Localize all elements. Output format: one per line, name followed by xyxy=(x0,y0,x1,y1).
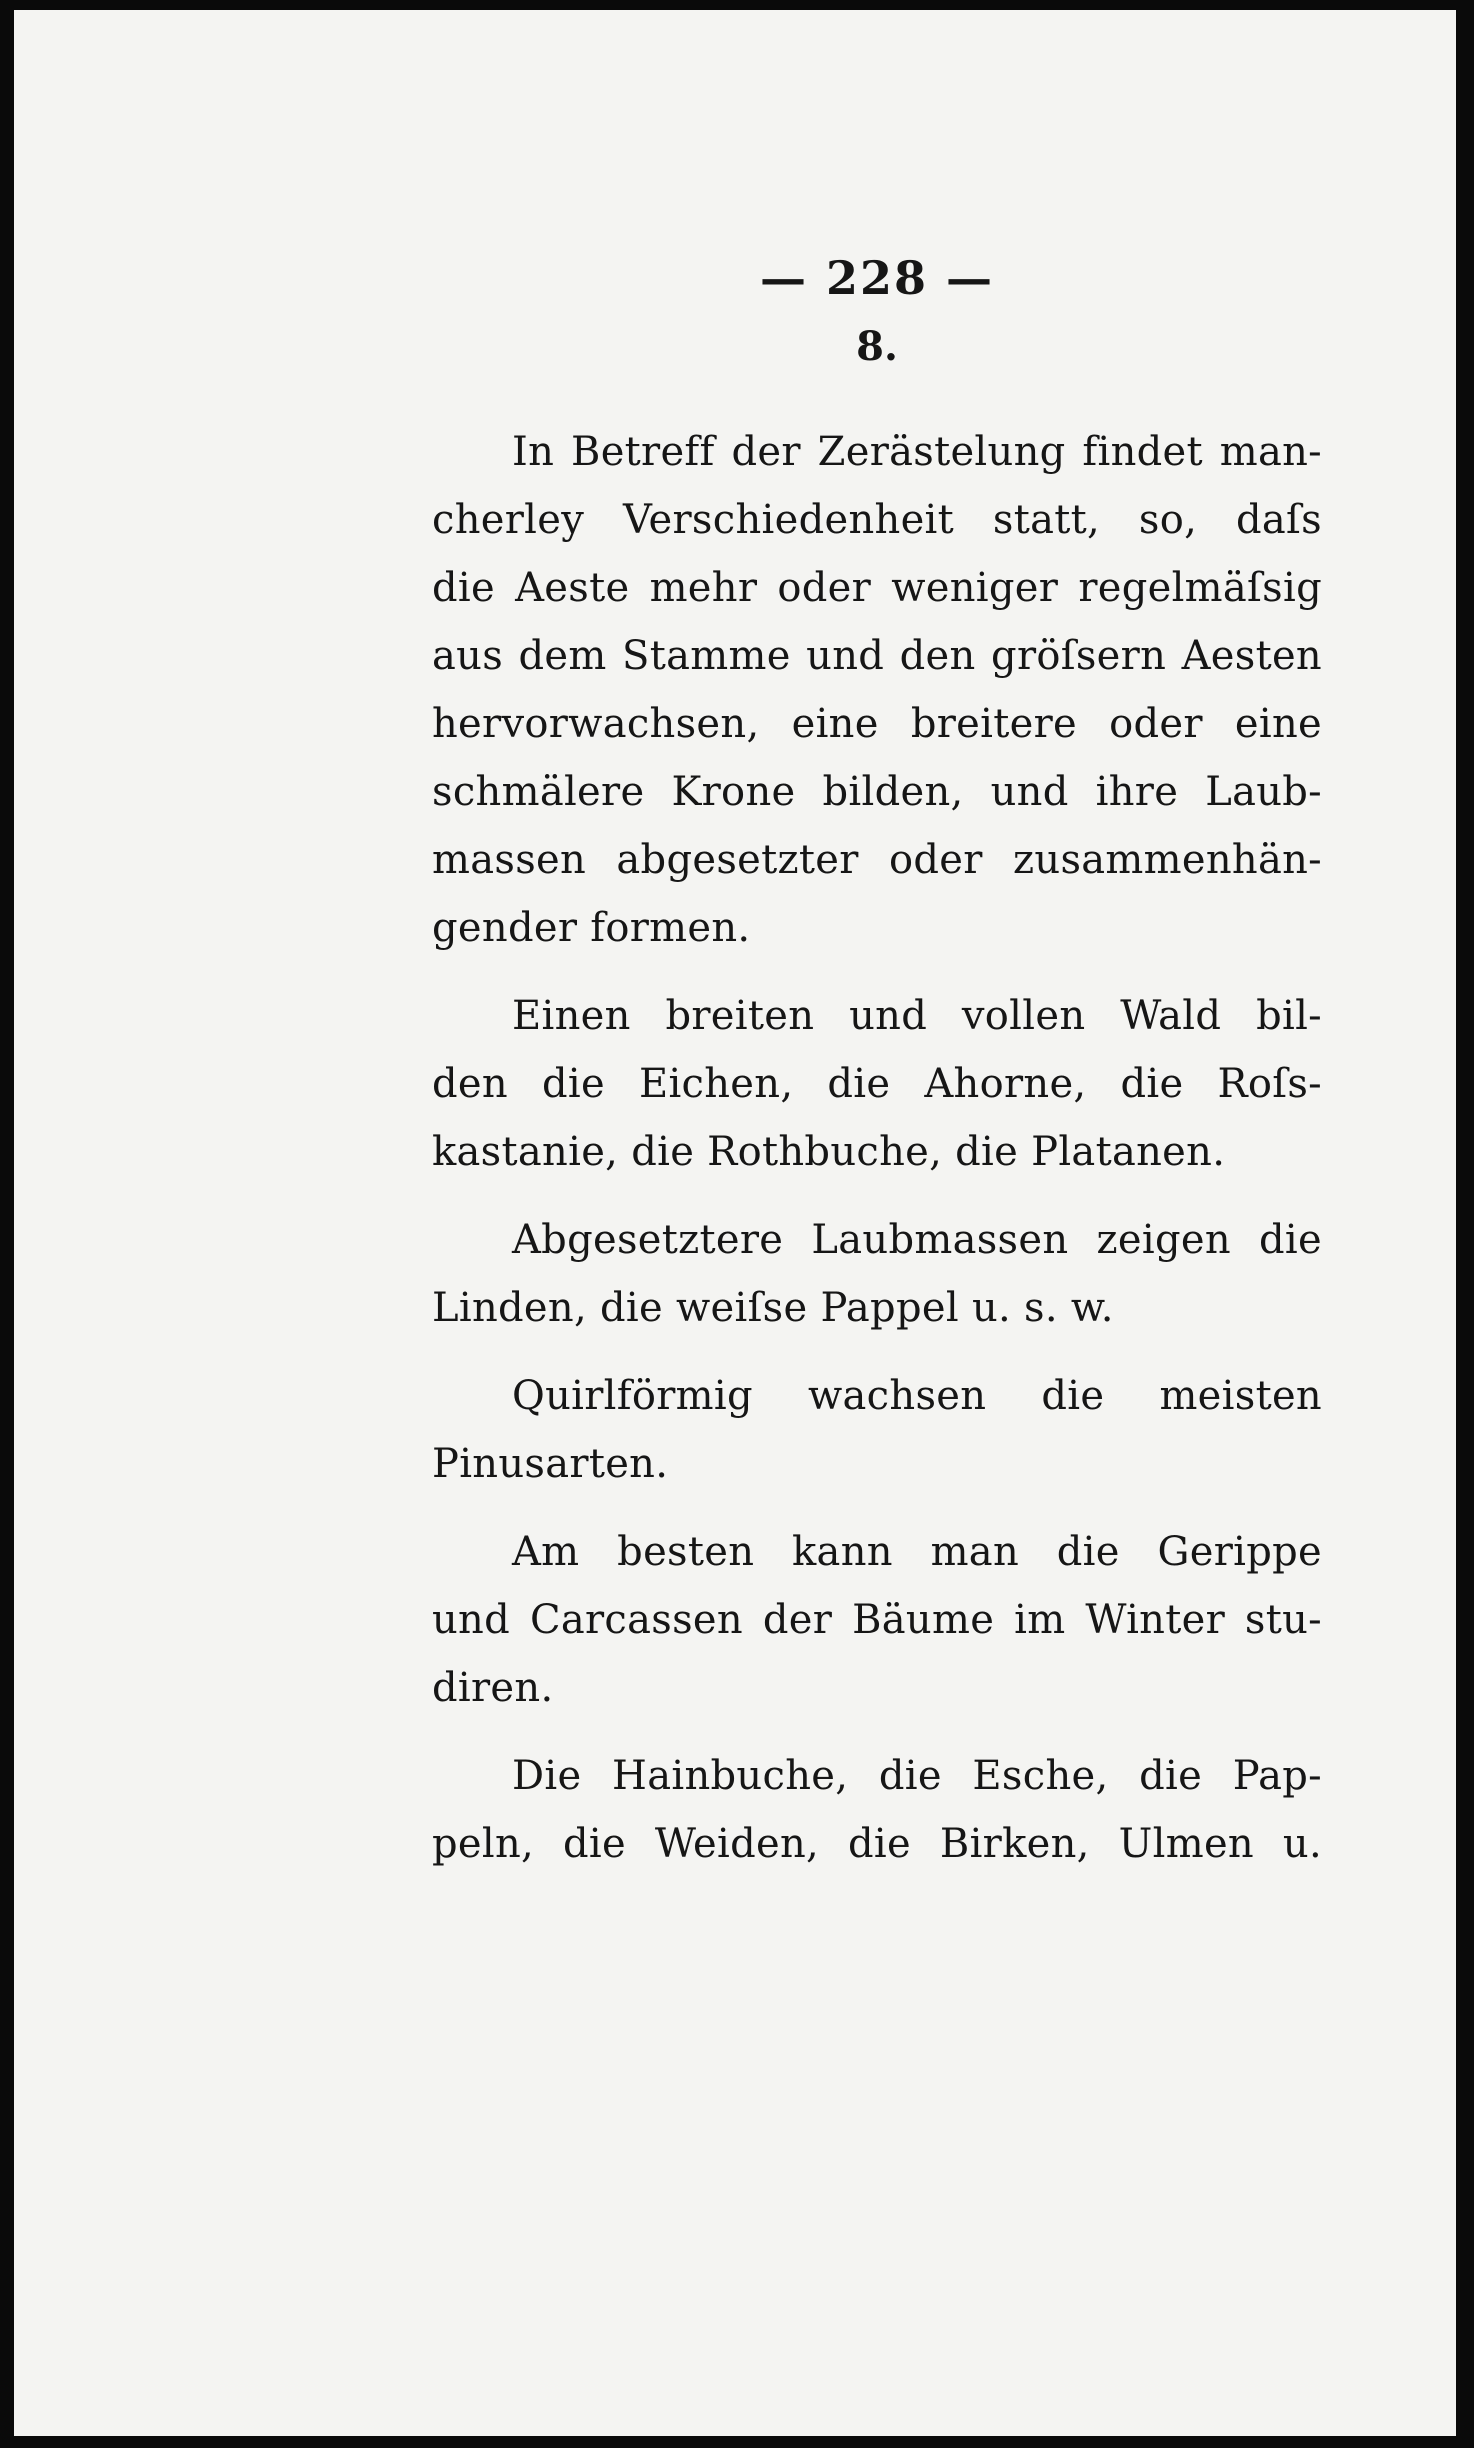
text-line: Am besten kann man die Gerippe xyxy=(512,1529,1322,1575)
text-line: massen abgesetzter oder zusammenhän- xyxy=(432,837,1322,883)
text-line: die Aeste mehr oder weniger regelmäſsig xyxy=(432,565,1322,611)
text-line: Pinusarten. xyxy=(432,1441,669,1487)
section-number: 8. xyxy=(856,323,898,370)
text-line: Linden, die weiſse Pappel u. s. w. xyxy=(432,1285,1114,1331)
text-line: Abgesetztere Laubmassen zeigen die xyxy=(512,1217,1322,1263)
paragraph-broad-forest xyxy=(432,982,1322,1186)
text-line: kastanie, die Rothbuche, die Platanen. xyxy=(432,1129,1226,1175)
page-number-header: — 228 — xyxy=(759,251,995,305)
text-line: Die Hainbuche, die Esche, die Pap- xyxy=(512,1753,1322,1799)
text-line: und Carcassen der Bäume im Winter stu- xyxy=(432,1597,1322,1643)
book-page xyxy=(14,10,1456,2436)
text-line: cherley Verschiedenheit statt, so, daſs xyxy=(432,497,1322,543)
text-line: hervorwachsen, eine breitere oder eine xyxy=(432,701,1322,747)
text-line: In Betreff der Zerästelung findet man- xyxy=(512,429,1322,475)
page-content xyxy=(432,248,1322,1898)
text-line: gender formen. xyxy=(432,905,751,951)
text-line: Einen breiten und vollen Wald bil- xyxy=(512,993,1322,1039)
text-line: diren. xyxy=(432,1665,554,1711)
body-text xyxy=(432,418,1322,1878)
paragraph-leaf-masses xyxy=(432,1206,1322,1342)
text-line: peln, die Weiden, die Birken, Ulmen u. xyxy=(432,1821,1322,1867)
text-line: schmälere Krone bilden, und ihre Laub- xyxy=(432,769,1322,815)
paragraph-whorled xyxy=(432,1362,1322,1498)
text-line: aus dem Stamme und den gröſsern Aesten xyxy=(432,633,1322,679)
paragraph-branching xyxy=(432,418,1322,962)
text-line: den die Eichen, die Ahorne, die Roſs- xyxy=(432,1061,1322,1107)
paragraph-tree-list xyxy=(432,1742,1322,1878)
paragraph-winter-study xyxy=(432,1518,1322,1722)
text-line: Quirlförmig wachsen die meisten xyxy=(512,1373,1322,1419)
